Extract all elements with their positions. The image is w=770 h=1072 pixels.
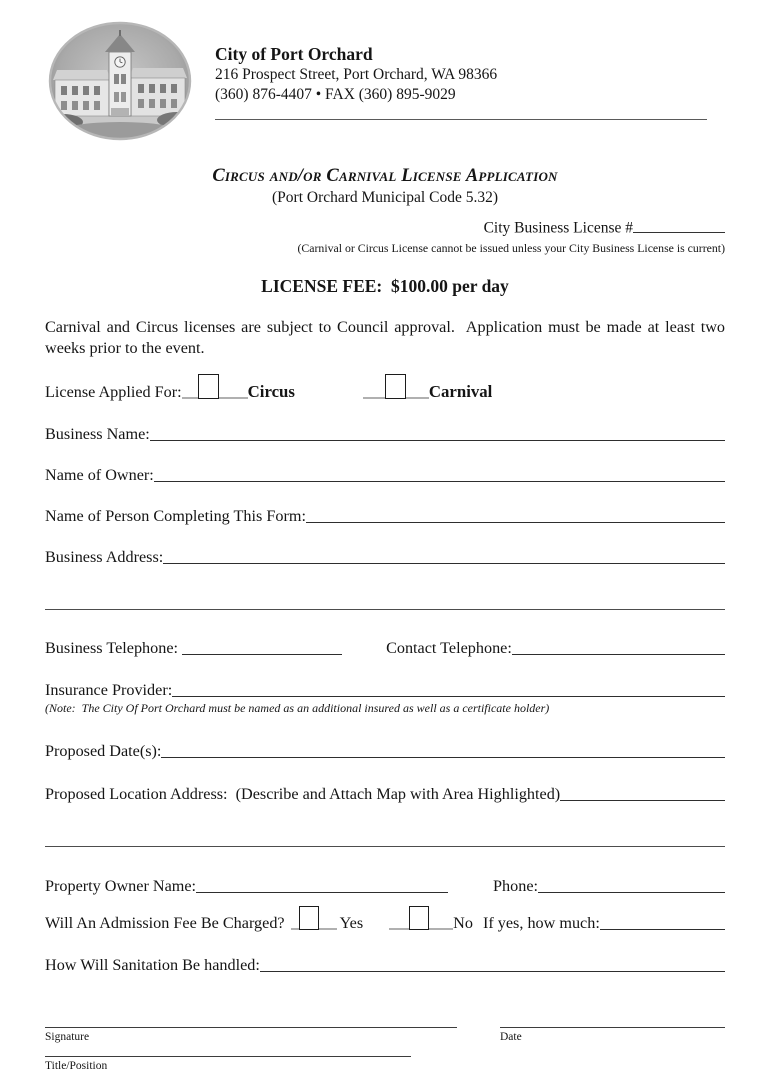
- city-business-license-row: [45, 217, 725, 238]
- city-phone-fax: (360) 876-4407 • FAX (360) 895-9029: [215, 86, 456, 104]
- signature-gap: [457, 1027, 500, 1043]
- proposed-location-field[interactable]: [560, 785, 725, 801]
- city-business-license-label: City Business License #: [483, 219, 633, 237]
- no-label: No: [453, 914, 473, 933]
- circus-checkbox[interactable]: [198, 374, 219, 399]
- no-checkbox-segment: [389, 914, 453, 930]
- business-license-note: (Carnival or Circus License cannot be issued unless your City Business License is current): [297, 240, 725, 255]
- license-fee-line: LICENSE FEE: $100.00 per day: [261, 275, 509, 296]
- form-header: [45, 20, 725, 142]
- title-position-caption: Title/Position: [45, 1059, 108, 1072]
- city-hall-photo-icon: [45, 20, 195, 142]
- proposed-dates-field[interactable]: [161, 742, 725, 758]
- proposed-location-row: [45, 783, 725, 804]
- yes-label: Yes: [339, 914, 364, 933]
- city-hall-logo: [45, 20, 195, 142]
- date-line[interactable]: [500, 1027, 725, 1028]
- person-completing-row: [45, 505, 725, 526]
- admission-fee-row: [45, 912, 725, 933]
- carnival-option-label: Carnival: [428, 382, 493, 402]
- license-applied-row: [45, 381, 725, 402]
- license-applied-label: License Applied For:: [45, 383, 182, 402]
- header-text-block: [215, 20, 725, 120]
- signature-date-row: [45, 1027, 725, 1043]
- insurance-note: (Note: The City Of Port Orchard must be named as an additional insured as well as a certificate holder): [45, 700, 550, 715]
- no-checkbox[interactable]: [409, 906, 429, 930]
- proposed-location-label: Proposed Location Address: (Describe and Attach Map with Area Highlighted): [45, 784, 561, 803]
- phone-field[interactable]: [538, 877, 725, 893]
- date-caption: Date: [500, 1030, 522, 1043]
- signature-column: [45, 1027, 457, 1043]
- insurance-provider-row: [45, 678, 725, 699]
- date-column: [500, 1027, 725, 1043]
- circus-checkbox-segment: [182, 383, 248, 399]
- owner-name-row: [45, 464, 725, 485]
- header-divider: [215, 119, 707, 120]
- person-completing-label: Name of Person Completing This Form:: [45, 507, 306, 525]
- signature-line[interactable]: [45, 1027, 457, 1028]
- contact-telephone-label: Contact Telephone:: [386, 639, 512, 658]
- business-name-field[interactable]: [150, 424, 725, 440]
- property-owner-label: Property Owner Name:: [45, 877, 197, 896]
- form-title: Circus and/or Carnival License Application: [212, 166, 558, 186]
- proposed-dates-row: [45, 740, 725, 761]
- business-address-row: [45, 546, 725, 567]
- business-address-continuation-line[interactable]: [45, 609, 725, 610]
- sanitation-label: How Will Sanitation Be handled:: [45, 955, 260, 974]
- insurance-provider-label: Insurance Provider:: [45, 680, 173, 699]
- proposed-dates-label: Proposed Date(s):: [45, 741, 162, 760]
- sanitation-row: [45, 953, 725, 974]
- admission-question-label: Will An Admission Fee Be Charged?: [45, 914, 285, 933]
- title-block: [45, 166, 725, 207]
- sanitation-field[interactable]: [260, 955, 725, 971]
- yes-checkbox-segment: [291, 914, 337, 930]
- property-owner-field[interactable]: [196, 877, 448, 893]
- contact-telephone-field[interactable]: [512, 639, 725, 655]
- city-business-license-field[interactable]: [633, 217, 725, 233]
- telephones-row: [45, 637, 725, 658]
- business-address-label: Business Address:: [45, 548, 164, 567]
- city-name: City of Port Orchard: [215, 44, 373, 64]
- proposed-location-continuation-line[interactable]: [45, 846, 725, 847]
- circus-option-label: Circus: [247, 382, 295, 402]
- business-name-label: Business Name:: [45, 424, 150, 443]
- insurance-provider-field[interactable]: [172, 680, 725, 696]
- how-much-field[interactable]: [600, 914, 725, 930]
- business-address-field[interactable]: [163, 548, 725, 564]
- business-telephone-field[interactable]: [182, 639, 342, 655]
- signature-caption: Signature: [45, 1030, 90, 1043]
- form-subtitle: (Port Orchard Municipal Code 5.32): [272, 189, 498, 206]
- title-position-line[interactable]: [45, 1056, 411, 1057]
- business-telephone-label: Business Telephone:: [45, 639, 183, 658]
- business-name-row: [45, 422, 725, 443]
- person-completing-field[interactable]: [306, 507, 725, 523]
- owner-name-label: Name of Owner:: [45, 465, 154, 484]
- how-much-label: If yes, how much:: [482, 914, 600, 933]
- property-owner-row: [45, 875, 725, 896]
- carnival-checkbox[interactable]: [385, 374, 406, 399]
- owner-name-field[interactable]: [154, 466, 725, 482]
- phone-label: Phone:: [493, 877, 539, 896]
- title-position-column: [45, 1056, 411, 1072]
- yes-checkbox[interactable]: [299, 906, 319, 930]
- city-address: 216 Prospect Street, Port Orchard, WA 98366: [215, 66, 498, 83]
- carnival-checkbox-segment: [363, 383, 429, 399]
- intro-paragraph: Carnival and Circus licenses are subject to Council approval. Application must be made at least two weeks prior to the event.: [45, 317, 730, 357]
